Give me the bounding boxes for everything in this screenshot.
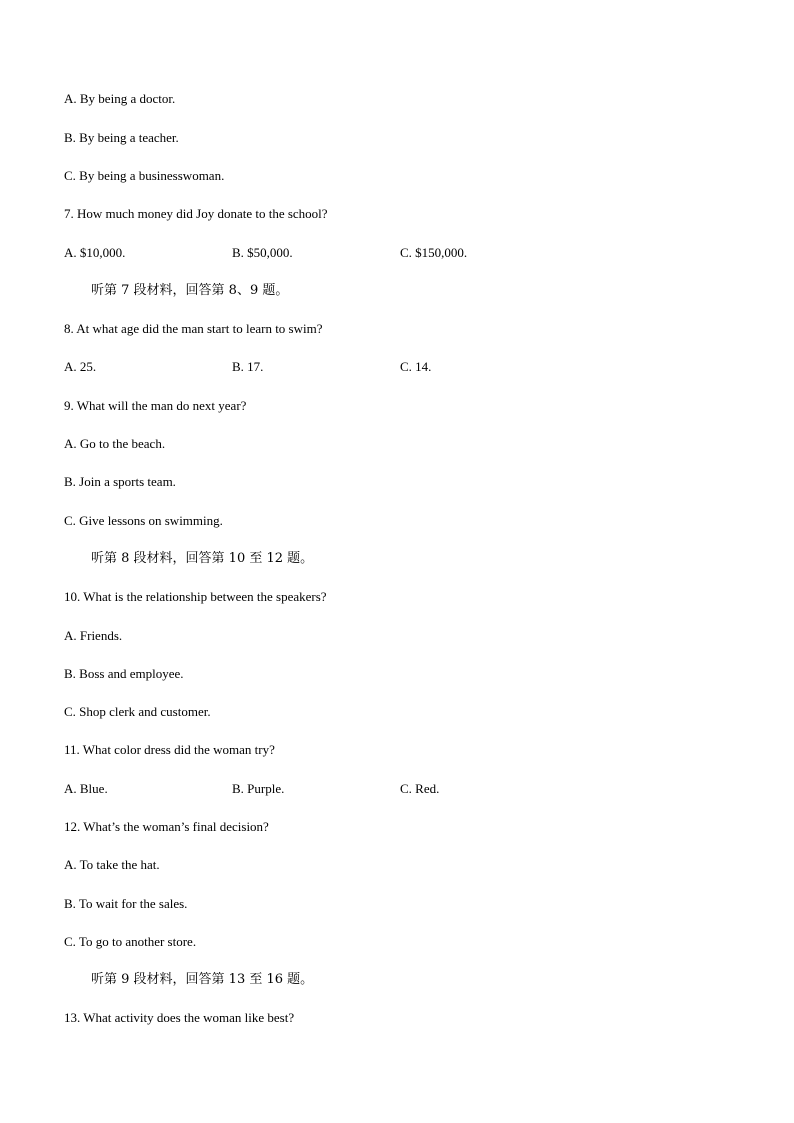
q12-option-b: B. To wait for the sales. (64, 896, 188, 911)
question-7: 7. How much money did Joy donate to the school? (64, 206, 328, 221)
q9-option-b: B. Join a sports team. (64, 474, 176, 489)
question-13: 13. What activity does the woman like best? (64, 1010, 295, 1025)
question-8: 8. At what age did the man start to learn to swim? (64, 321, 323, 336)
section-heading-7: 听第 7 段材料，回答第 8、9 题。 (91, 283, 289, 298)
q12-option-c: C. To go to another store. (64, 934, 197, 949)
q12-option-a: A. To take the hat. (64, 857, 160, 872)
q10-option-b: B. Boss and employee. (64, 666, 184, 681)
q11-option-b: B. Purple. (232, 781, 285, 796)
q8-option-a: A. 25. (64, 359, 97, 374)
q10-option-a: A. Friends. (64, 628, 123, 643)
q9-option-c: C. Give lessons on swimming. (64, 513, 223, 528)
section-heading-9: 听第 9 段材料，回答第 13 至 16 题。 (91, 972, 314, 987)
question-12: 12. What’s the woman’s final decision? (64, 819, 269, 834)
q8-option-c: C. 14. (400, 359, 432, 374)
q7-option-b: B. $50,000. (232, 245, 293, 260)
question-11: 11. What color dress did the woman try? (64, 742, 275, 757)
q8-options-row (64, 359, 704, 375)
q9-option-a: A. Go to the beach. (64, 436, 166, 451)
q8-option-b: B. 17. (232, 359, 264, 374)
q11-options-row (64, 781, 704, 797)
q11-option-c: C. Red. (400, 781, 440, 796)
q7-option-a: A. $10,000. (64, 245, 126, 260)
question-9: 9. What will the man do next year? (64, 398, 247, 413)
q11-option-a: A. Blue. (64, 781, 108, 796)
q7-option-c: C. $150,000. (400, 245, 468, 260)
q6-option-c: C. By being a businesswoman. (64, 168, 225, 183)
q7-options-row (64, 245, 704, 261)
q6-option-a: A. By being a doctor. (64, 91, 176, 106)
question-10: 10. What is the relationship between the speakers? (64, 589, 327, 604)
q10-option-c: C. Shop clerk and customer. (64, 704, 211, 719)
q6-option-b: B. By being a teacher. (64, 130, 179, 145)
section-heading-8: 听第 8 段材料，回答第 10 至 12 题。 (91, 551, 314, 566)
